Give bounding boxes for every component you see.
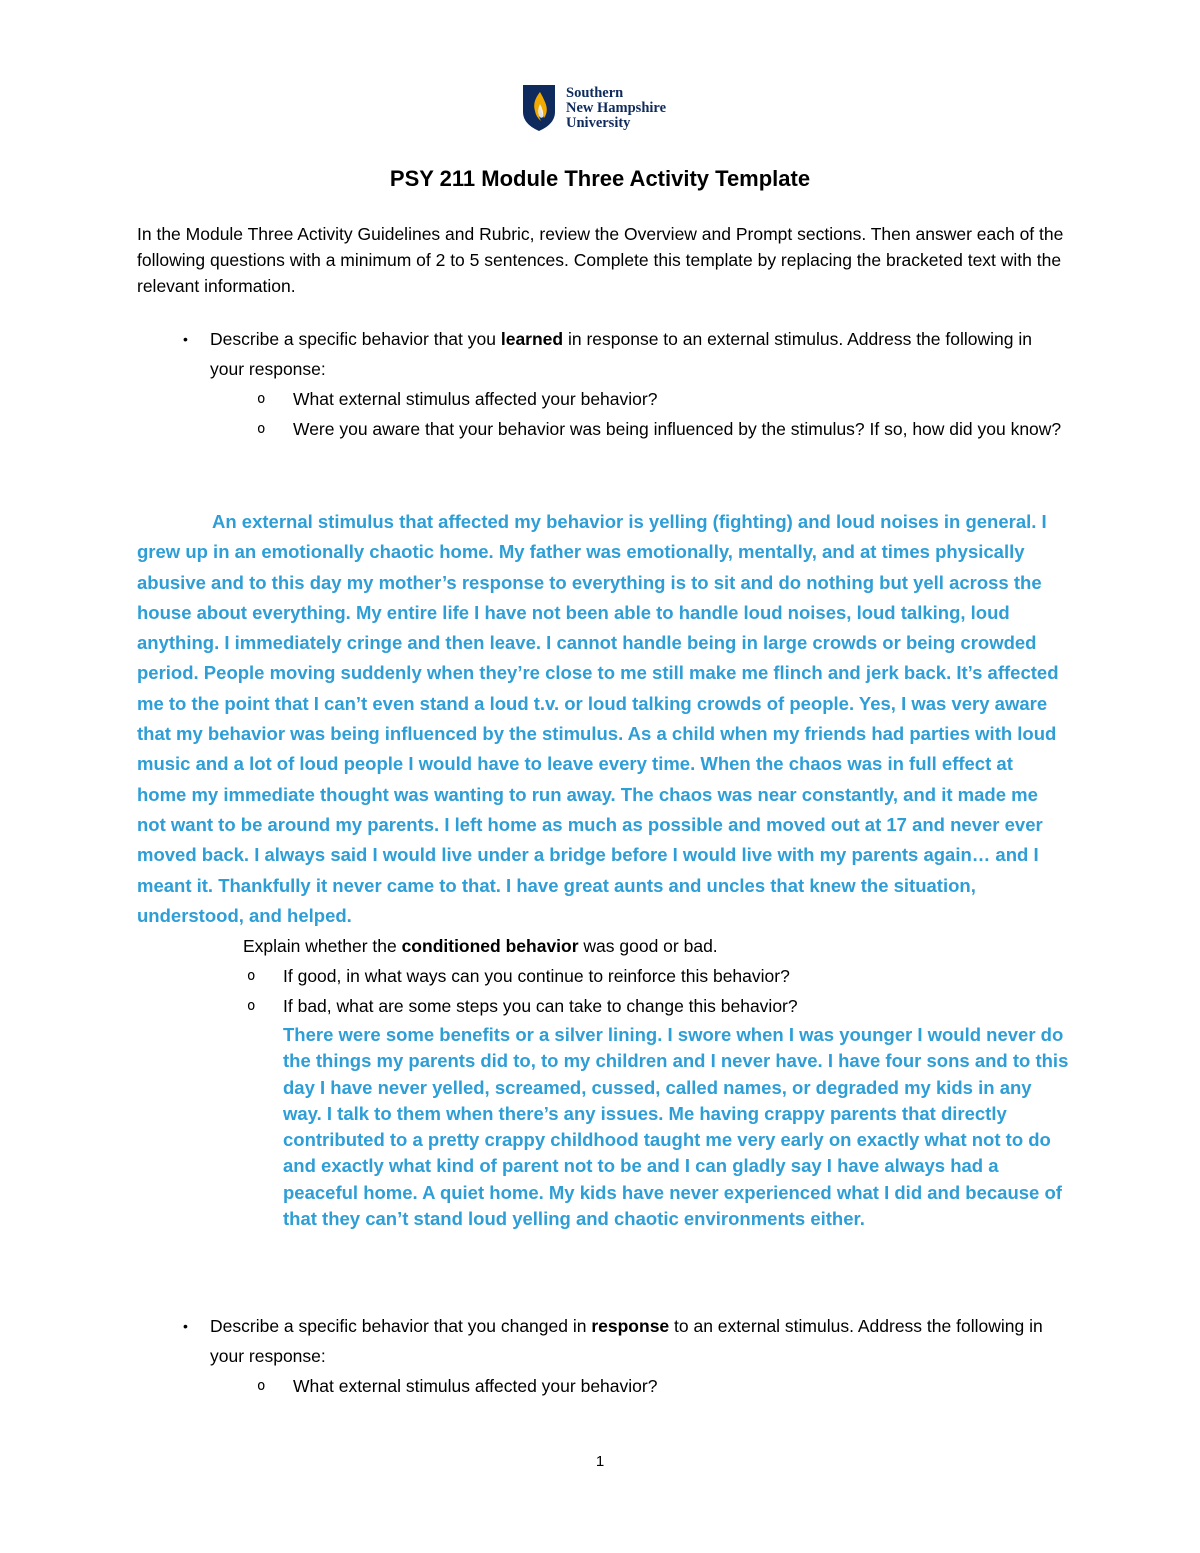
page-number: 1 [595, 1453, 605, 1470]
logo-line: University [566, 115, 631, 131]
sub-question-text: Were you aware that your behavior was being influenced by the stimulus? If so, how did you know? [293, 419, 1062, 439]
logo-line: New Hampshire [566, 100, 667, 116]
sub-marker: o [257, 1378, 266, 1394]
sub-question [257, 1371, 1070, 1401]
question-1 [183, 324, 1070, 444]
question-2 [183, 1311, 1070, 1401]
question-text [210, 1311, 1070, 1371]
sub-question-text: If good, in what ways can you continue to reinforce this behavior? [283, 966, 790, 986]
question-prefix: Describe a specific behavior that you changed in [210, 1316, 592, 1336]
question-keyword: learned [500, 329, 564, 349]
sub-marker: o [247, 998, 256, 1014]
bullet-marker: • [183, 1318, 188, 1334]
sub-question [247, 991, 1073, 1021]
question-prefix: Describe a specific behavior that you [210, 329, 501, 349]
sub-marker: o [257, 421, 266, 437]
sub-marker: o [247, 968, 256, 984]
question-suffix: to an external stimulus. Address the following in your response: [210, 1316, 1043, 1366]
answer-2: There were some benefits or a silver lining. I swore when I was younger I would never do the things my parents did to, to my children and I never have. I have four sons and to this day I have never yelled, screamed, cussed, called names, or degraded my kids in any way. I talk to them when there’s any issues. Me having crappy parents that directly contributed to a pretty crappy childhood taught me very early on exactly what not to do and exactly what kind of parent not to be and I can gladly say I have always had a peaceful home. A quiet home. My kids have never experienced what I did and because of that they can’t stand loud yelling and chaotic environments either. [283, 1024, 1069, 1230]
shield-flame-icon [522, 84, 556, 132]
conditioned-question [243, 931, 1073, 961]
document-title: PSY 211 Module Three Activity Template [389, 166, 811, 191]
sub-question [257, 414, 1070, 444]
question-keyword: conditioned behavior [401, 936, 579, 956]
question-text [210, 324, 1070, 384]
question-suffix: in response to an external stimulus. Address the following in your response: [210, 329, 1032, 379]
question-prefix: Explain whether the [243, 936, 402, 956]
question-keyword: response [591, 1316, 670, 1336]
sub-marker: o [257, 391, 266, 407]
answer-1: An external stimulus that affected my behavior is yelling (fighting) and loud noises in general. I grew up in an emotionally chaotic home. My father was emotionally, mentally, and at times physically abusive and to this day my mother’s response to everything is to sit and do nothing but yell across the house about everything. My entire life I have not been able to handle loud noises, loud talking, loud anything. I immediately cringe and then leave. I cannot handle being in large crowds or being crowded period. People moving suddenly when they’re close to me still make me flinch and jerk back. It’s affected me to the point that I can’t even stand a loud t.v. or loud talking crowds of people. Yes, I was very aware that my behavior was being influenced by the stimulus. As a child when my friends had parties with loud music and a lot of loud people I would have to leave every time. When the chaos was in full effect at home my immediate thought was wanting to run away. The chaos was near constantly, and it made me not want to be around my parents. I left home as much as possible and moved out at 17 and never ever moved back. I always said I would live under a bridge before I would live with my parents again… and I meant it. Thankfully it never came to that. I have great aunts and uncles that knew the situation, understood, and helped. [137, 511, 1059, 926]
conditioned-sub-list [247, 961, 1073, 1021]
sub-question-text: What external stimulus affected your behavior? [293, 1376, 658, 1396]
sub-question [247, 961, 1073, 991]
logo-line: Southern [566, 85, 624, 101]
university-logo [522, 84, 722, 136]
intro-paragraph: In the Module Three Activity Guidelines and Rubric, review the Overview and Prompt sections. Then answer each of the following questions with a minimum of 2 to 5 sentences. Complete this template by replacing the bracketed text with the relevant information. [137, 224, 1064, 296]
question-suffix: was good or bad. [578, 936, 718, 956]
sub-question-list [257, 384, 1070, 444]
sub-question-text: If bad, what are some steps you can take to change this behavior? [283, 996, 798, 1016]
sub-question-text: What external stimulus affected your behavior? [293, 389, 658, 409]
bullet-marker: • [183, 331, 188, 347]
sub-question-list [257, 1371, 1070, 1401]
sub-question [257, 384, 1070, 414]
logo-wordmark [566, 86, 666, 131]
